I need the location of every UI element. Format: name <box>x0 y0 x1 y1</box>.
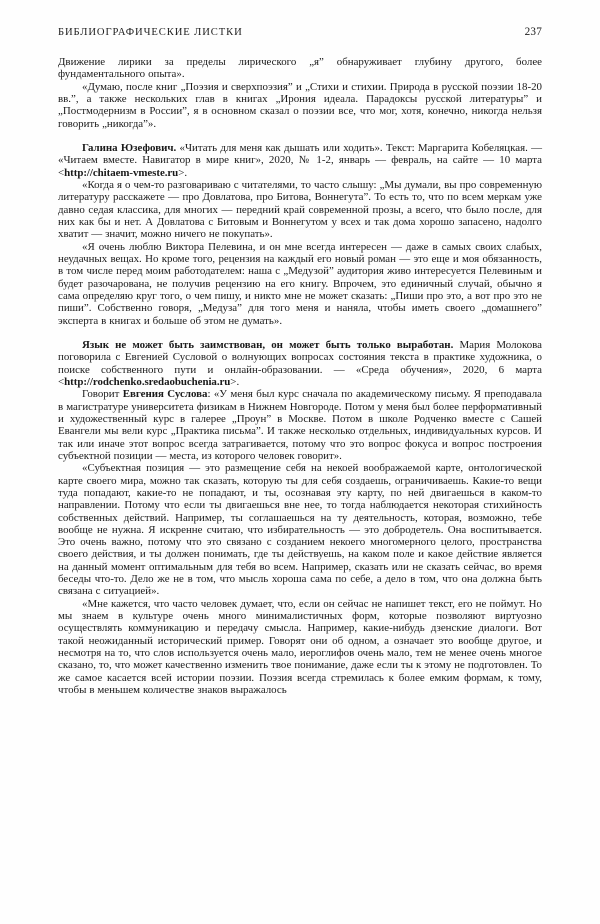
entry-url[interactable]: http://rodchenko.sredaobuchenia.ru <box>64 376 231 389</box>
spacer <box>58 130 542 142</box>
entry-url[interactable]: http://chitaem-vmeste.ru <box>64 166 179 179</box>
running-head <box>58 26 542 38</box>
bibliographic-entry-yuzefovich <box>58 142 542 179</box>
paragraph-quote-dumayu: «Думаю, после книг „Поэзия и сверхпоэзия” и „Стихи и стихии. Природа в русской поэзии 18-20 вв.”, а также нескольких глав в книгах „Ирония идеала. Парадоксы русской литературы” и „Постмодернизм в России”, я в основном сказал о поэзии все, что мог, хотя, конечно, никогда нельзя говорить „никогда”». <box>58 80 542 130</box>
paragraph-continuation: Движение лирики за пределы лирического „я” обнаруживает глубину другого, более фундаментального опыта». <box>58 56 542 81</box>
paragraph-quote-mne-kazhetsya: «Мне кажется, что часто человек думает, что, если он сейчас не напишет текст, его не поймут. Но мы знаем в культуре очень много минималистичных форм, которые позволяют виртуозно осуществлять коммуникацию и передачу смысла. Например, какие-нибудь дзенские диалоги. Вот такой неожиданный исторический пример. Говорят они об одном, а означает это вообще другое, и несмотря на то, что слов используется очень мало, иероглифов очень мало, тем не менее очень многое сказано, то, что может качественно изменить твое понимание, даже если ты к этому не подготовлен. То же самое касается всей истории поэзии. Поэзия всегда стремилась к более емким формам, к тому, чтобы в меньшем количестве знаков выражалось <box>58 597 542 696</box>
speaker-quote: : «У меня был курс сначала по академическому письму. Я преподавала в магистратуре университета физикам в Нижнем Новгороде. Потом у меня был более перформативный и художественный курс в галерее „Проун” в Москве. Потом в школе Родченко вместе с Сашей Евангели мы вели курс „Практика письма”. И также несколько отдельных, индивидуальных курсов. И так или иначе этот вопрос всегда затрагивается, потому что это вопрос фокуса и вопрос построения субъектной позиции — места, из которого человек говорит». <box>58 388 542 462</box>
bibliographic-entry-suslova <box>58 339 542 388</box>
paragraph-quote-subjektnaya: «Субъектная позиция — это размещение себя на некоей воображаемой карте, онтологической карте своего мира, можно так сказать, которую ты для себя создаешь, ограничиваешь. Какие-то вещи туда попадают, какие-то не попадают, и ты, осознавая эту карту, по ней двигаешься в каком-то направлении. Потому что если ты двигаешься вне нее, то тогда наблюдается некоторая стихийность собственных действий. Например, ты соглашаешься на ту деятельность, которая, возможно, тебе вообще не нужна. Я искренне считаю, что избирательность — это добродетель. Она воспитывается. Это очень важно, потому что это связано с созданием некоего многомерного целого, пространства своего действия, и ты должен понимать, где ты действуешь, на каком поле и какое действие является на данный момент оптимальным для тебя во всем. Например, сказать или не сказать сейчас, во время беседы что-то. Дело же не в том, что мысль хороша сама по себе, а дело в том, что она должна быть связана с ситуацией». <box>58 462 542 598</box>
entry-lead-bold: Галина Юзефович. <box>82 142 177 155</box>
entry-lead-bold: Язык не может быть заимствован, он может быть только выработан. <box>82 339 454 352</box>
entry-text-after-url: >. <box>178 166 188 179</box>
paragraph-govorit-suslova <box>58 388 542 462</box>
page-number: 237 <box>524 26 542 38</box>
speaker-name: Евгения Суслова <box>122 388 208 401</box>
speaker-intro: Говорит <box>82 388 123 401</box>
paragraph-quote-kogda: «Когда я о чем-то разговариваю с читателями, то часто слышу: „Мы думали, вы про современную литературу расскажете — про Довлатова, про Битова, Воннегута”. То есть то, что по всем меркам уже давно седая классика, для многих — передний край современной прозы, а всего, что было после, для них как бы и нет. А Довлатова с Битовым и Воннегутом у всех и так дома хорошо запасено, надолго хватит — значит, можно ничего не покупать». <box>58 179 542 241</box>
paragraph-quote-pelevin: «Я очень люблю Виктора Пелевина, и он мне всегда интересен — даже в самых своих слабых, неудачных вещах. Но кроме того, рецензия на каждый его новый роман — это еще и моя обязанность, в том числе перед моим работодателем: наша с „Медузой” аудитория живо интересуется Пелевиным и будет разочарована, не получив рецензию на его книгу. Впрочем, это единичный случай, обычно я сама определяю круг того, о чем пишу, и никто мне не может сказать: „Пиши про это, а вот про это не пиши”. Собственно говоря, „Медуза” для того меня и наняла, чтобы иметь своего „домашнего” эксперта в книгах и больше об этом не думать». <box>58 240 542 327</box>
entry-text-before-url: Мария Молокова поговорила с Евгенией Сусловой о волнующих вопросах состояния текста в практике художника, о поиске собственного пути и онлайн-образовании. — «Среда обучения», 2020, 6 марта < <box>58 339 542 389</box>
spacer <box>58 327 542 339</box>
running-head-title: БИБЛИОГРАФИЧЕСКИЕ ЛИСТКИ <box>58 27 243 38</box>
entry-text-after-url: >. <box>230 376 240 389</box>
text-column <box>58 56 542 696</box>
entry-text-before-url: «Читать для меня как дышать или ходить». Текст: Маргарита Кобеляцкая. — «Читаем вместе. Навигатор в мире книг», 2020, № 1-2, январь — февраль, на сайте — 10 марта < <box>58 142 542 179</box>
